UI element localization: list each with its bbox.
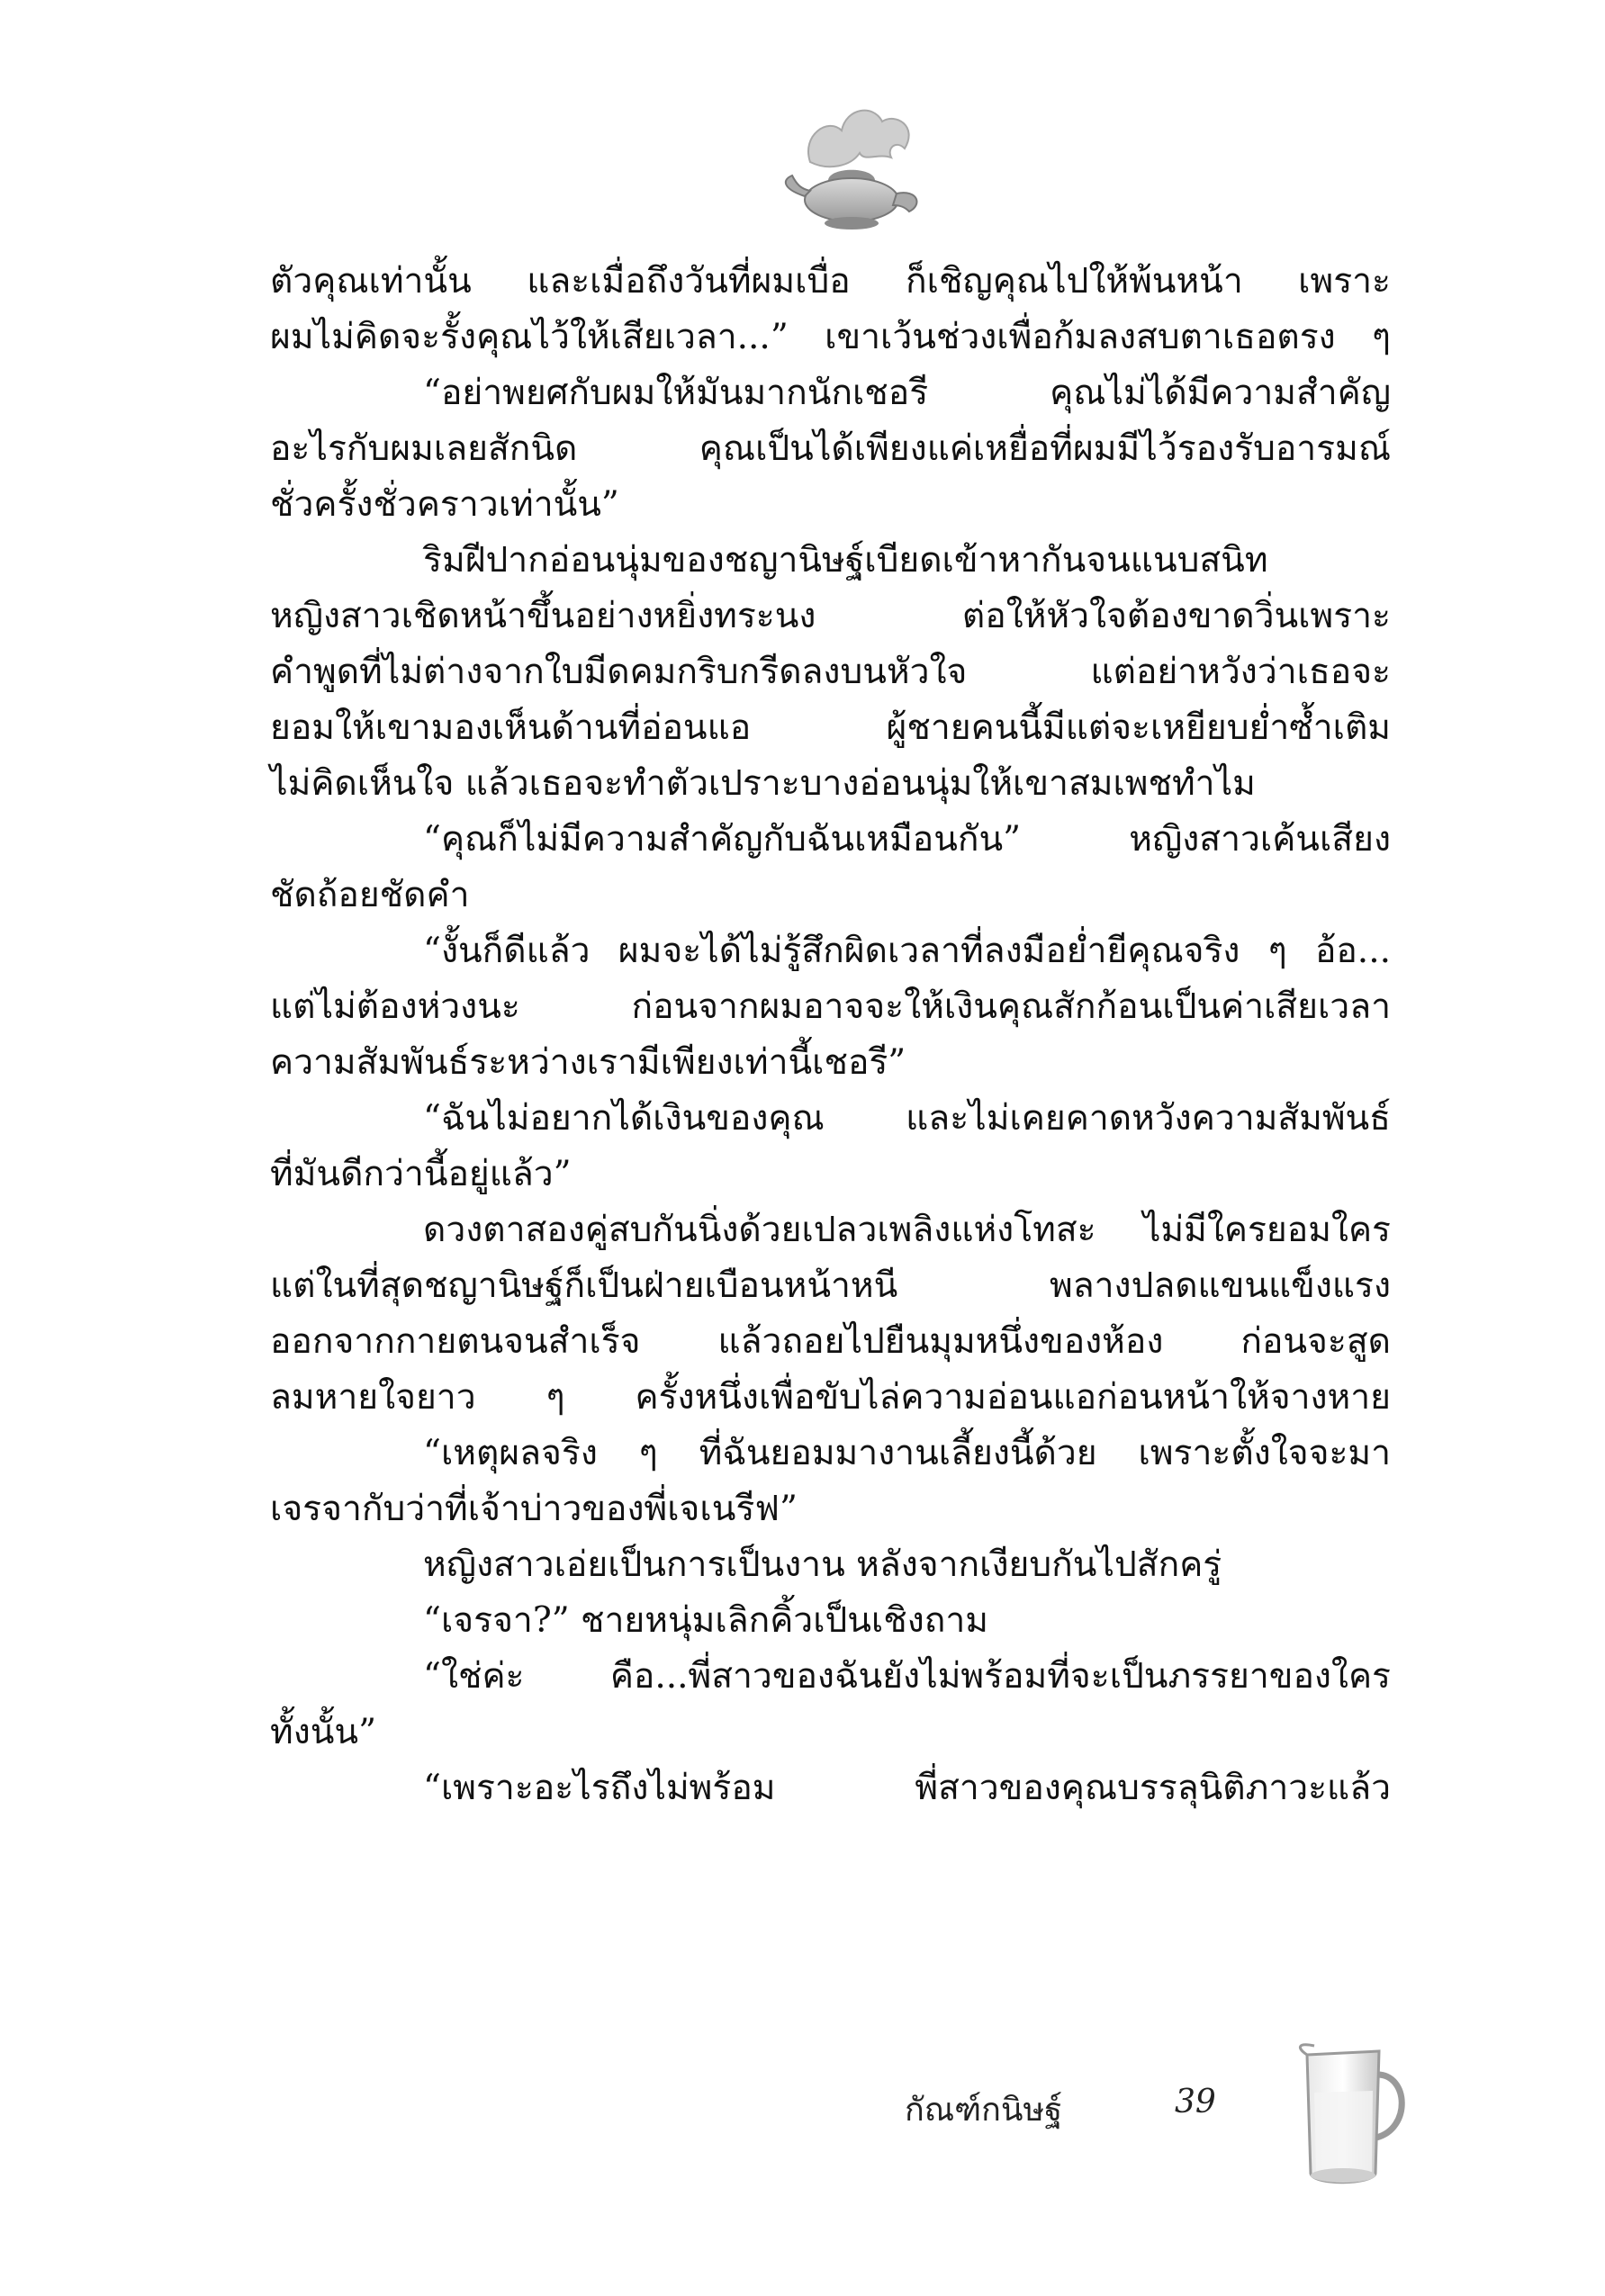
author-name: กัณฑ์กนิษฐ์ [905,2092,1063,2129]
body-text [270,254,1391,1816]
text-line: อะไรกับผมเลยสักนิด คุณเป็นได้เพียงแค่เหยื่อที่ผมมีไว้รองรับอารมณ์ [270,428,1391,469]
text-line: ดวงตาสองคู่สบกันนิ่งด้วยเปลวเพลิงแห่งโทสะ ไม่มีใครยอมใคร [423,1210,1391,1250]
text-line: หญิงสาวเชิดหน้าขึ้นอย่างหยิ่งทระนง ต่อให้หัวใจต้องขาดวิ่นเพราะ [270,596,1391,636]
text-line: ลมหายใจยาว ๆ ครั้งหนึ่งเพื่อขับไล่ความอ่อนแอก่อนหน้าให้จางหาย [270,1377,1391,1418]
milk-jug-icon [1287,2039,1413,2192]
text-line: ผมไม่คิดจะรั้งคุณไว้ให้เสียเวลา...” เขาเว้นช่วงเพื่อก้มลงสบตาเธอตรง ๆ [270,317,1391,357]
text-line: เจรจากับว่าที่เจ้าบ่าวของพี่เจเนรีฟ” [270,1489,798,1529]
text-line: ชัดถ้อยชัดคำ [270,875,470,915]
text-line: ที่มันดีกว่านี้อยู่แล้ว” [270,1154,572,1194]
text-line: ออกจากกายตนจนสำเร็จ แล้วถอยไปยืนมุมหนึ่งของห้อง ก่อนจะสูด [270,1321,1391,1362]
text-line: ทั้งนั้น” [270,1712,377,1752]
text-line: ริมฝีปากอ่อนนุ่มของชญานิษฐ์เบียดเข้าหากันจนแนบสนิท [423,540,1268,581]
text-line: “เพราะอะไรถึงไม่พร้อม พี่สาวของคุณบรรลุนิติภาวะแล้ว [423,1768,1391,1808]
text-line: “เหตุผลจริง ๆ ที่ฉันยอมมางานเลี้ยงนี้ด้วย เพราะตั้งใจจะมา [423,1433,1391,1473]
text-line: “ฉันไม่อยากได้เงินของคุณ และไม่เคยคาดหวังความสัมพันธ์ [423,1098,1391,1139]
text-line: หญิงสาวเอ่ยเป็นการเป็นงาน หลังจากเงียบกันไปสักครู่ [423,1544,1222,1585]
text-line: “คุณก็ไม่มีความสำคัญกับฉันเหมือนกัน” หญิงสาวเค้นเสียง [423,819,1391,860]
page-footer [905,2075,1283,2129]
text-line: แต่ไม่ต้องห่วงนะ ก่อนจากผมอาจจะให้เงินคุณสักก้อนเป็นค่าเสียเวลา [270,986,1391,1027]
text-line: “ใช่ค่ะ คือ...พี่สาวของฉันยังไม่พร้อมที่จะเป็นภรรยาของใคร [423,1656,1391,1697]
text-line: “อย่าพยศกับผมให้มันมากนักเชอรี คุณไม่ได้มีความสำคัญ [423,373,1391,413]
text-line: ไม่คิดเห็นใจ แล้วเธอจะทำตัวเปราะบางอ่อนนุ่มให้เขาสมเพชทำไม [270,763,1256,804]
text-line: ชั่วครั้งชั่วคราวเท่านั้น” [270,484,619,525]
text-line: คำพูดที่ไม่ต่างจากใบมีดคมกริบกรีดลงบนหัวใจ แต่อย่าหวังว่าเธอจะ [270,652,1391,692]
text-line: แต่ในที่สุดชญานิษฐ์ก็เป็นฝ่ายเบือนหน้าหนี พลางปลดแขนแข็งแรง [270,1265,1391,1306]
text-line: “งั้นก็ดีแล้ว ผมจะได้ไม่รู้สึกผิดเวลาที่ลงมือย่ำยีคุณจริง ๆ อ้อ... [423,931,1391,971]
teapot-ornament-icon [774,99,927,252]
text-line: “เจรจา?” ชายหนุ่มเลิกคิ้วเป็นเชิงถาม [423,1600,988,1641]
text-line: ตัวคุณเท่านั้น และเมื่อถึงวันที่ผมเบื่อ ก็เชิญคุณไปให้พ้นหน้า เพราะ [270,261,1391,302]
text-line: ยอมให้เขามองเห็นด้านที่อ่อนแอ ผู้ชายคนนี้มีแต่จะเหยียบย่ำซ้ำเติม [270,707,1391,748]
page-number: 39 [1175,2084,1216,2120]
text-line: ความสัมพันธ์ระหว่างเรามีเพียงเท่านี้เชอรี” [270,1042,906,1083]
